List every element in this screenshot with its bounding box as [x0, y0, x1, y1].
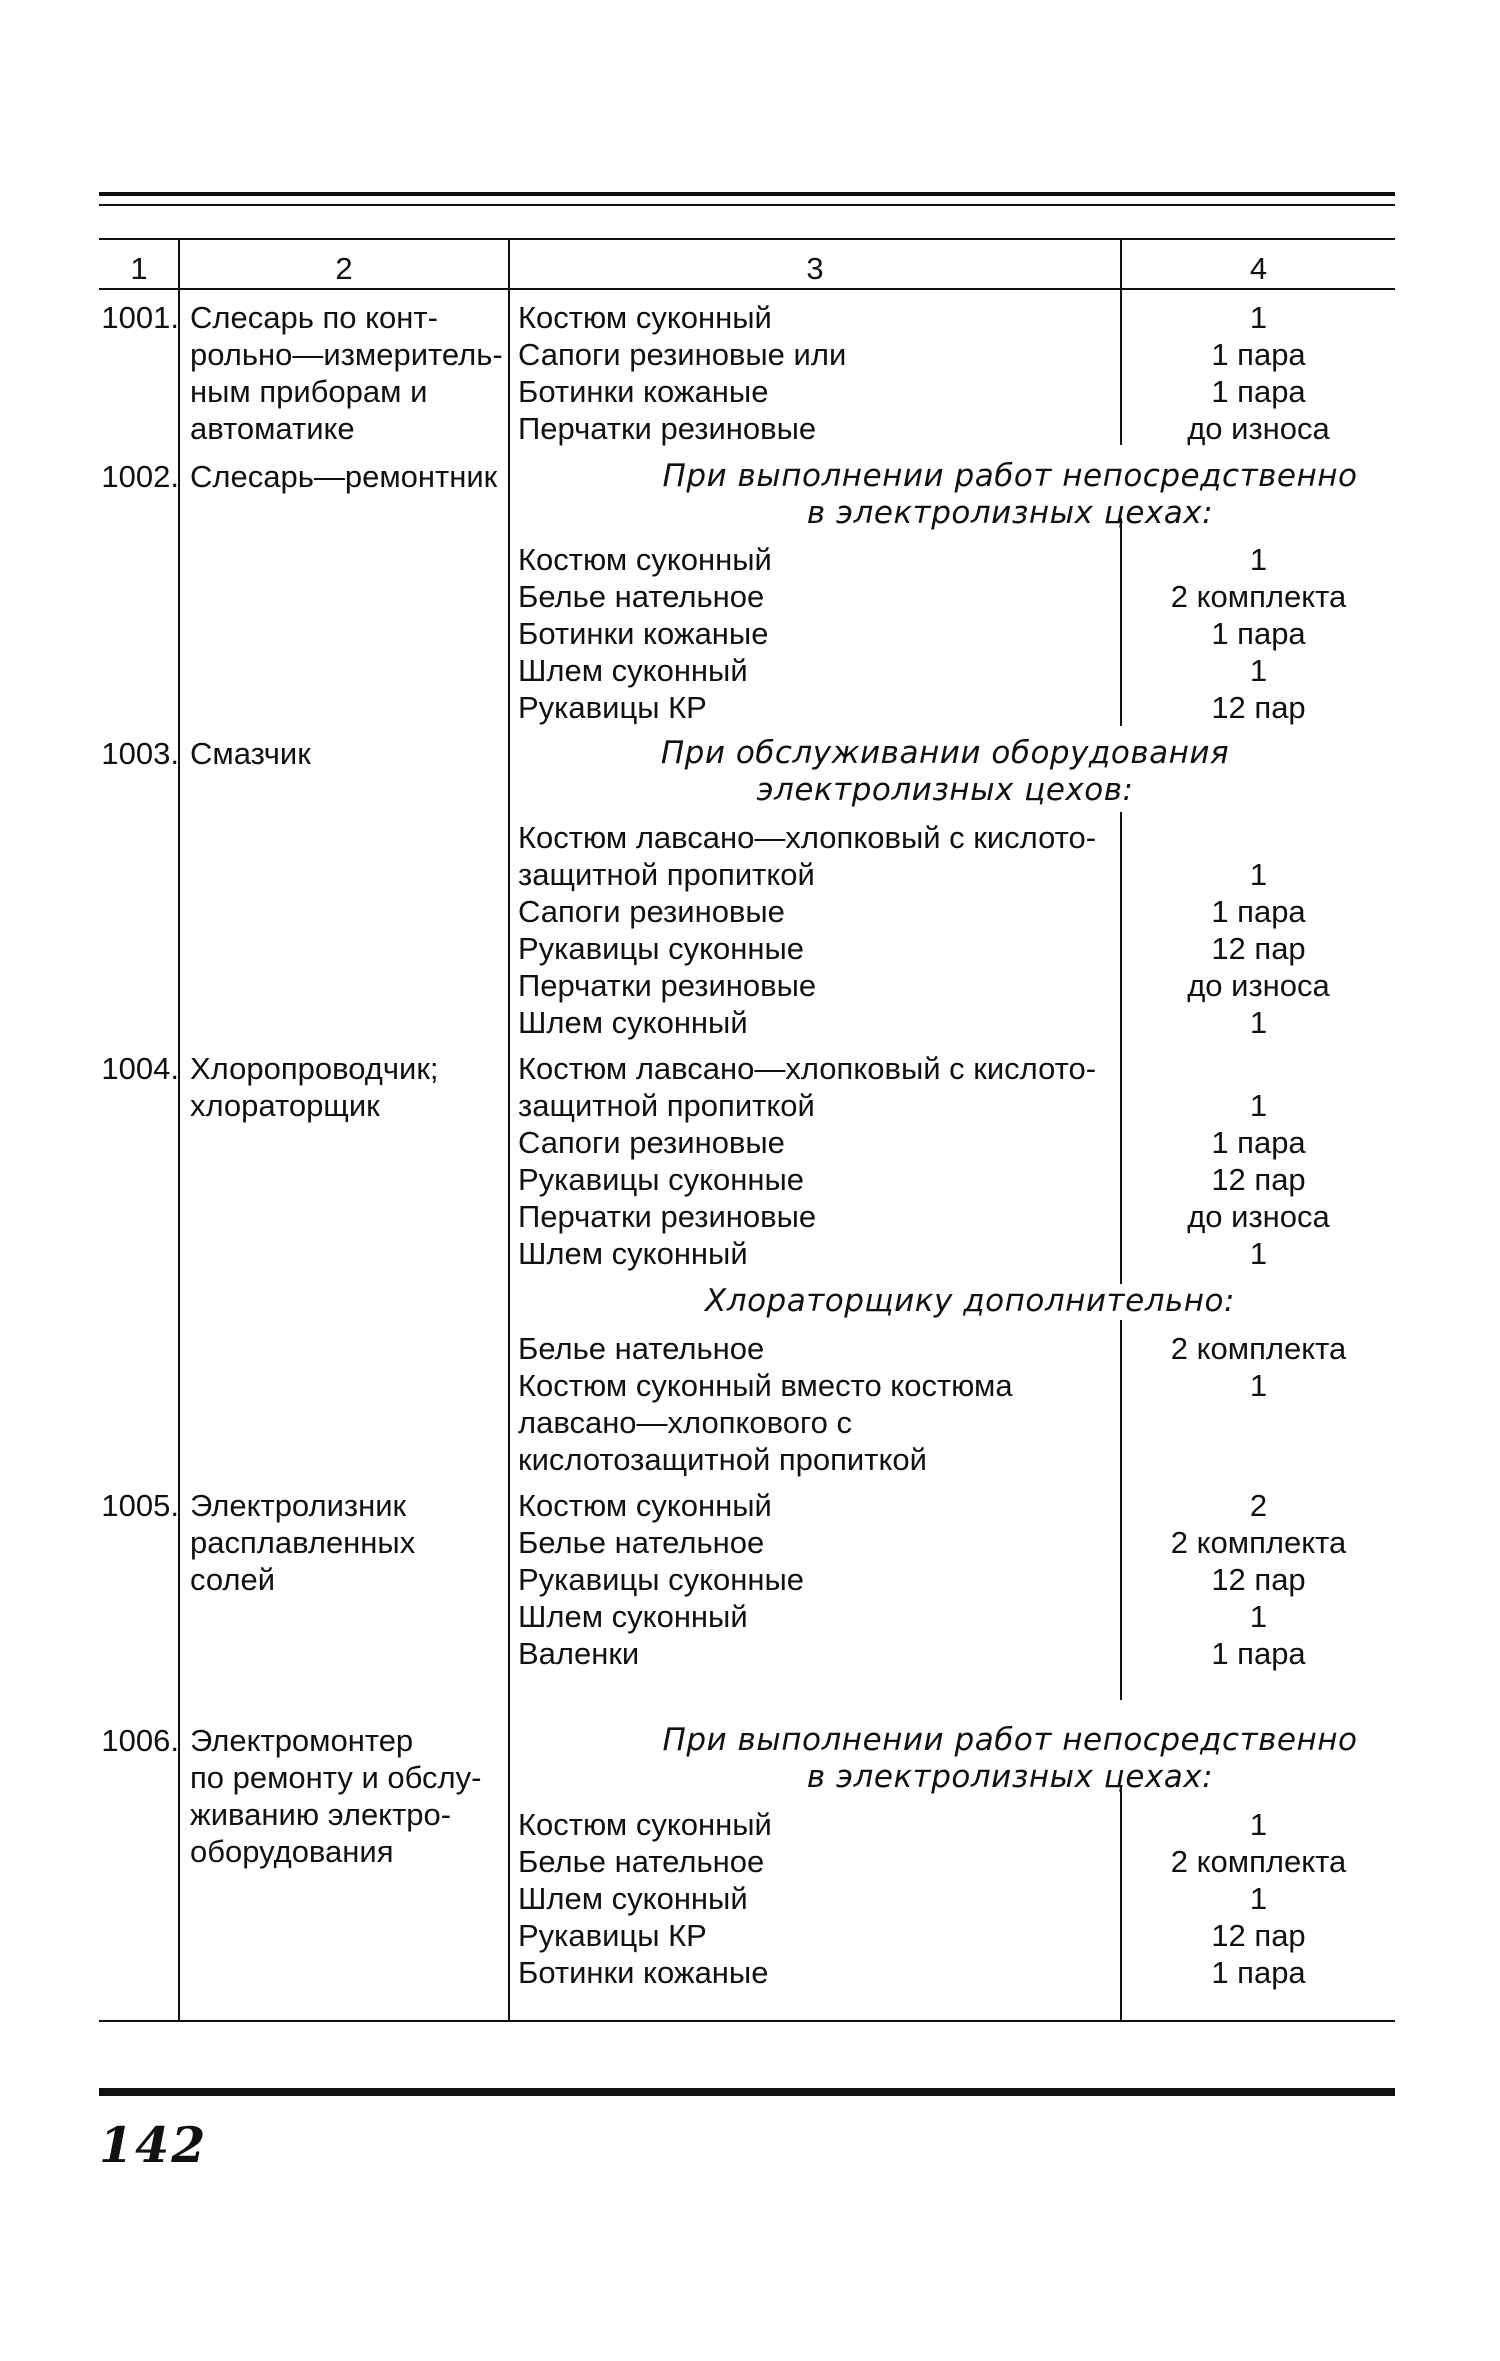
item-qty: 1 пара	[1211, 1955, 1306, 1990]
item-qty: 1	[1249, 1807, 1268, 1842]
item-name: Ботинки кожаные	[518, 616, 769, 651]
header-col-4: 4	[1249, 251, 1268, 286]
bottom-rule-thick	[99, 2088, 1395, 2096]
profession-line: ным приборам и	[190, 374, 428, 409]
item-name: Перчатки резиновые	[518, 1199, 817, 1234]
profession-line: рольно—измеритель-	[190, 337, 503, 372]
item-qty: 1 пара	[1211, 1636, 1306, 1671]
profession-line: автоматике	[190, 411, 355, 446]
section-note: При выполнении работ непосредственно	[662, 458, 1358, 494]
item-name: Белье нательное	[518, 579, 765, 614]
profession-line: солей	[190, 1562, 276, 1597]
item-qty: 12 пар	[1211, 931, 1306, 966]
item-name: Сапоги резиновые	[518, 894, 785, 929]
item-qty: до износа	[1187, 1199, 1330, 1234]
column-divider-1	[178, 290, 180, 2020]
item-qty: 1	[1249, 1236, 1268, 1271]
item-name: Костюм суконный	[518, 1488, 772, 1523]
item-name: Шлем суконный	[518, 1881, 748, 1916]
item-qty: 2 комплекта	[1170, 1844, 1347, 1879]
item-qty: 1	[1249, 1088, 1268, 1123]
item-qty: 1 пара	[1211, 337, 1306, 372]
profession-line: Электромонтер	[190, 1723, 414, 1758]
item-name: Рукавицы суконные	[518, 931, 805, 966]
item-qty: 1	[1249, 1005, 1268, 1040]
item-name: Костюм лавсано—хлопковый с кислото-	[518, 820, 1097, 855]
profession-line: Смазчик	[190, 736, 311, 771]
row-number: 1003.	[101, 736, 179, 771]
section-note: в электролизных цехах:	[806, 1759, 1214, 1795]
item-qty: 2 комплекта	[1170, 1331, 1347, 1366]
item-name: Костюм суконный	[518, 1807, 772, 1842]
item-qty: 1	[1249, 1881, 1268, 1916]
row-number: 1002.	[101, 459, 179, 494]
item-qty: 1 пара	[1211, 894, 1306, 929]
item-qty: 1 пара	[1211, 374, 1306, 409]
item-name: Белье нательное	[518, 1525, 765, 1560]
item-name: Ботинки кожаные	[518, 1955, 769, 1990]
table-bottom-rule	[99, 2020, 1395, 2022]
row-number: 1001.	[101, 300, 179, 335]
item-name: Рукавицы КР	[518, 1918, 707, 1953]
header-bottom-rule	[99, 288, 1395, 290]
profession-line: по ремонту и обслу-	[190, 1760, 482, 1795]
top-rule-thick	[99, 192, 1395, 196]
item-qty: 2 комплекта	[1170, 579, 1347, 614]
profession-line: Хлоропроводчик;	[190, 1051, 439, 1086]
item-name: Шлем суконный	[518, 1599, 748, 1634]
item-qty: 12 пар	[1211, 1562, 1306, 1597]
top-rule-thin	[99, 204, 1395, 206]
item-name: Сапоги резиновые или	[518, 337, 847, 372]
section-note: При выполнении работ непосредственно	[662, 1722, 1358, 1758]
item-qty: до износа	[1187, 411, 1330, 446]
item-qty: 12 пар	[1211, 1918, 1306, 1953]
section-note: в электролизных цехах:	[806, 495, 1214, 531]
row-number: 1005.	[101, 1488, 179, 1523]
item-name: Белье нательное	[518, 1844, 765, 1879]
item-qty: 1	[1249, 1599, 1268, 1634]
profession-line: хлораторщик	[190, 1088, 380, 1123]
item-name: Перчатки резиновые	[518, 968, 817, 1003]
profession-line: живанию электро-	[190, 1797, 452, 1832]
item-name: Белье нательное	[518, 1331, 765, 1366]
item-qty: 2 комплекта	[1170, 1525, 1347, 1560]
item-qty: 12 пар	[1211, 690, 1306, 725]
section-note: При обслуживании оборудования	[660, 735, 1230, 771]
item-name: Сапоги резиновые	[518, 1125, 785, 1160]
item-name: защитной пропиткой	[518, 1088, 815, 1123]
item-qty: 2	[1249, 1488, 1268, 1523]
profession-line: Слесарь по конт-	[190, 300, 438, 335]
header-col-2: 2	[335, 251, 353, 286]
item-name: Шлем суконный	[518, 1005, 748, 1040]
header-col-3: 3	[806, 251, 824, 286]
item-name: Перчатки резиновые	[518, 411, 817, 446]
item-name: Костюм лавсано—хлопковый с кислото-	[518, 1051, 1097, 1086]
profession-line: Электролизник	[190, 1488, 407, 1523]
item-qty: 1	[1249, 857, 1268, 892]
item-qty: 12 пар	[1211, 1162, 1306, 1197]
item-qty: 1	[1249, 542, 1268, 577]
item-qty: 1 пара	[1211, 616, 1306, 651]
item-qty: 1	[1249, 653, 1268, 688]
profession-line: расплавленных	[190, 1525, 416, 1560]
profession-line: оборудования	[190, 1834, 394, 1869]
item-name: Валенки	[518, 1636, 640, 1671]
item-name: лавсано—хлопкового с	[518, 1405, 853, 1440]
item-qty: 1	[1249, 300, 1268, 335]
item-name: Рукавицы КР	[518, 690, 707, 725]
item-name: Рукавицы суконные	[518, 1162, 805, 1197]
header-top-rule	[99, 238, 1395, 240]
profession-line: Слесарь—ремонтник	[190, 459, 498, 494]
page-number: 142	[99, 2116, 208, 2174]
row-number: 1006.	[101, 1723, 179, 1758]
row-number: 1004.	[101, 1051, 179, 1086]
section-note: Хлораторщику дополнительно:	[705, 1283, 1235, 1319]
item-qty: 1 пара	[1211, 1125, 1306, 1160]
item-name: защитной пропиткой	[518, 857, 815, 892]
item-name: Костюм суконный	[518, 300, 772, 335]
section-note: электролизных цехов:	[756, 772, 1134, 808]
item-name: Костюм суконный	[518, 542, 772, 577]
item-qty: до износа	[1187, 968, 1330, 1003]
item-name: кислотозащитной пропиткой	[518, 1442, 927, 1477]
header-col-1: 1	[130, 251, 148, 286]
item-name: Шлем суконный	[518, 1236, 748, 1271]
item-qty: 1	[1249, 1368, 1268, 1403]
item-name: Шлем суконный	[518, 653, 748, 688]
item-name: Рукавицы суконные	[518, 1562, 805, 1597]
item-name: Костюм суконный вместо костюма	[518, 1368, 1013, 1403]
item-name: Ботинки кожаные	[518, 374, 769, 409]
